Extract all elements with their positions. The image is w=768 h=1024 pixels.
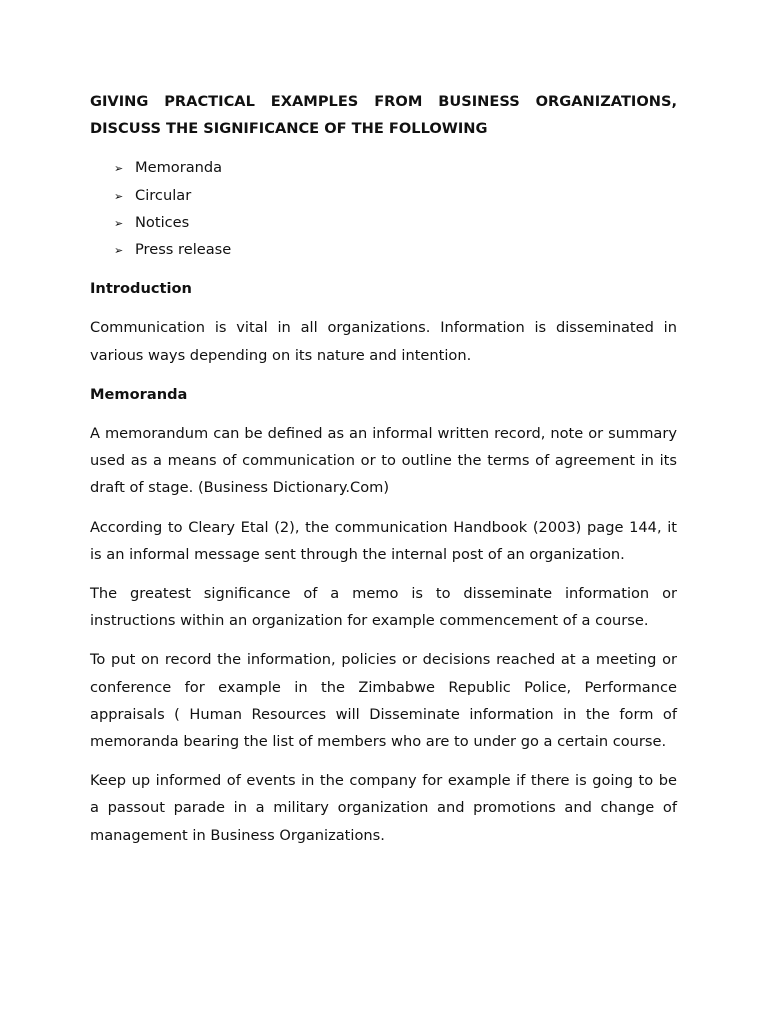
paragraph: Communication is vital in all organizations. Information is disseminated in various ways depending on its nature and intention. xyxy=(90,319,677,364)
document-title: GIVING PRACTICAL EXAMPLES FROM BUSINESS ORGANIZATIONS, DISCUSS THE SIGNIFICANCE OF THE FOLLOWING xyxy=(90,93,677,138)
section-heading-memoranda: Memoranda xyxy=(90,385,188,403)
document-page xyxy=(90,88,677,861)
list-item xyxy=(114,154,677,181)
paragraph: Keep up informed of events in the company for example if there is going to be a passout parade in a military organization and promotions and change of management in Business Organizations. xyxy=(90,772,677,844)
paragraph: To put on record the information, policies or decisions reached at a meeting or conference for example in the Zimbabwe Republic Police, Performance appraisals ( Human Resources will Disseminate information in the form of memoranda bearing the list of members who are to under go a certain course. xyxy=(90,651,677,750)
list-item xyxy=(114,182,677,209)
paragraph: According to Cleary Etal (2), the communication Handbook (2003) page 144, it is an informal message sent through the internal post of an organization. xyxy=(90,518,677,563)
arrowhead-bullet-icon: ➢ xyxy=(114,243,124,257)
list-item xyxy=(114,236,677,263)
arrowhead-bullet-icon: ➢ xyxy=(114,189,124,203)
list-item-label: Circular xyxy=(135,186,192,204)
topic-list xyxy=(90,154,677,263)
list-item-label: Press release xyxy=(135,240,232,258)
arrowhead-bullet-icon: ➢ xyxy=(114,162,124,176)
arrowhead-bullet-icon: ➢ xyxy=(114,216,124,230)
paragraph: The greatest significance of a memo is to disseminate information or instructions within an organization for example commencement of a course. xyxy=(90,584,677,630)
section-heading-introduction: Introduction xyxy=(90,280,192,298)
list-item xyxy=(114,209,677,236)
list-item-label: Memoranda xyxy=(135,159,223,177)
paragraph: A memorandum can be defined as an informal written record, note or summary used as a means of communication or to outline the terms of agreement in its draft of stage. (Business Dictionary.Com) xyxy=(90,424,677,497)
list-item-label: Notices xyxy=(135,213,190,231)
